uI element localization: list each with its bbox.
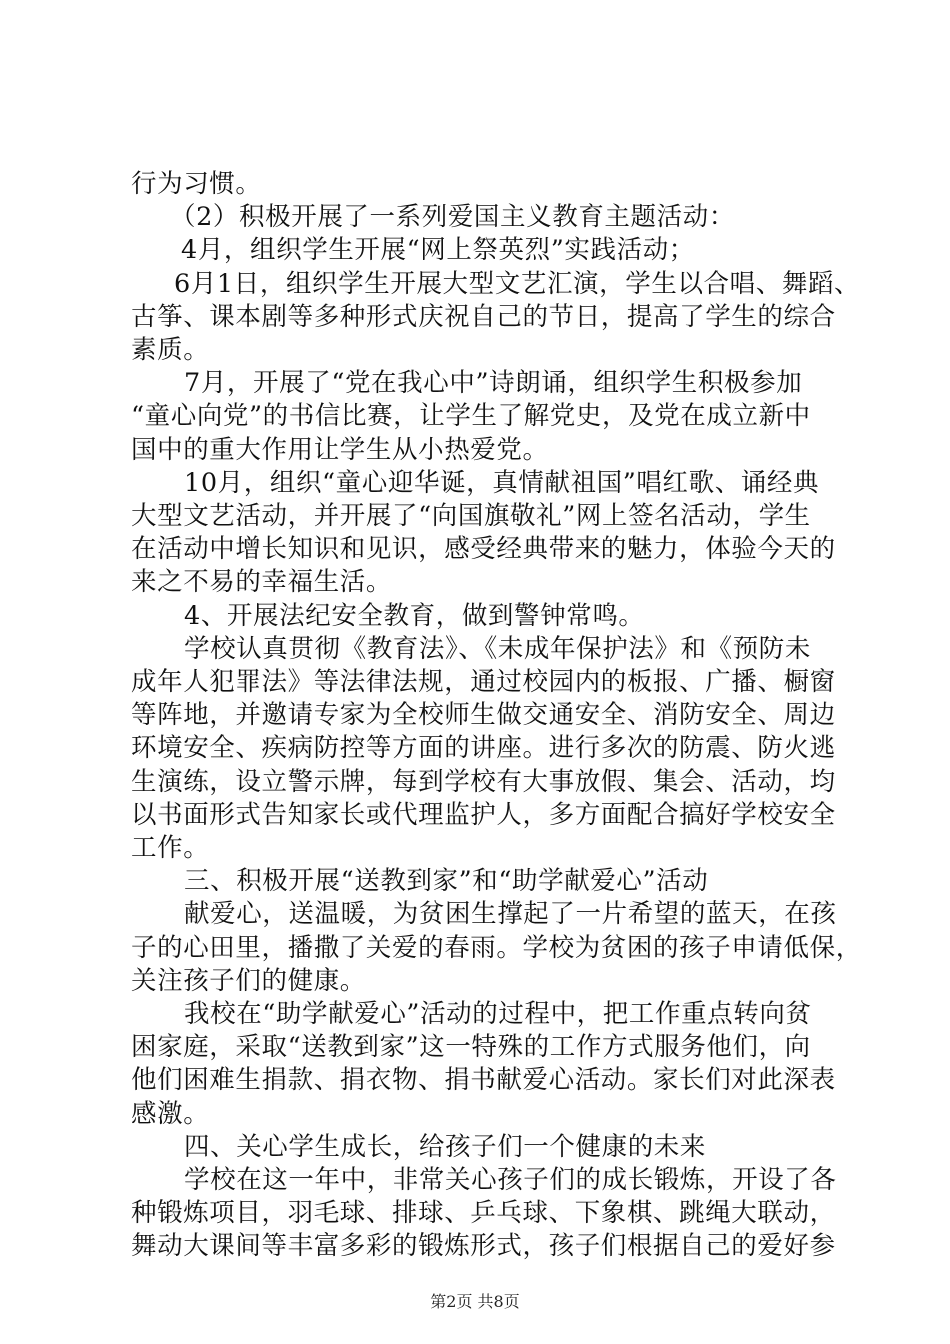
text-line: 关注孩子们的健康。 — [131, 965, 366, 996]
section-heading: 四、关心学生成长，给孩子们一个健康的未来 — [184, 1131, 707, 1162]
text-line: 成年人犯罪法》等法律法规，通过校园内的板报、广播、橱窗 — [131, 667, 836, 697]
text-line: （2）积极开展了一系列爱国主义教育主题活动： — [170, 202, 735, 233]
text-line: 在活动中增长知识和见识，感受经典带来的魅力，体验今天的 — [131, 534, 836, 565]
text-line: 子的心田里，播撒了关爱的春雨。学校为贫困的孩子申请低保， — [131, 932, 862, 963]
text-line: 环境安全、疾病防控等方面的讲座。进行多次的防震、防火逃 — [131, 733, 836, 764]
text-line: 舞动大课间等丰富多彩的锻炼形式，孩子们根据自己的爱好参 — [131, 1231, 836, 1262]
text-line: 行为习惯。 — [131, 169, 262, 199]
text-line: 10月，组织“童心迎华诞，真情献祖国”唱红歌、诵经典 — [184, 467, 820, 498]
text-line: 他们困难生捐款、捐衣物、捐书献爱心活动。家长们对此深表 — [131, 1065, 836, 1096]
text-line: 献爱心，送温暖，为贫困生撑起了一片希望的蓝天，在孩 — [184, 899, 837, 930]
text-line: 素质。 — [131, 335, 210, 365]
text-line: 大型文艺活动，并开展了“向国旗敬礼”网上签名活动，学生 — [131, 501, 811, 531]
text-line: 种锻炼项目，羽毛球、排球、乒乓球、下象棋、跳绳大联动， — [131, 1198, 836, 1229]
text-line: 以书面形式告知家长或代理监护人，多方面配合搞好学校安全 — [131, 799, 836, 830]
section-heading: 三、积极开展“送教到家”和“助学献爱心”活动 — [184, 866, 709, 897]
text-line: 困家庭，采取“送教到家”这一特殊的工作方式服务他们，向 — [131, 1032, 811, 1063]
text-line: 生演练，设立警示牌，每到学校有大事放假、集会、活动，均 — [131, 766, 836, 797]
text-line: 我校在“助学献爱心”活动的过程中，把工作重点转向贫 — [184, 999, 812, 1029]
text-line: 古筝、课本剧等多种形式庆祝自己的节日，提高了学生的综合 — [131, 301, 836, 332]
text-line: “童心向党”的书信比赛，让学生了解党史，及党在成立新中 — [131, 401, 811, 432]
page-number-footer: 第2页 共8页 — [430, 1292, 520, 1311]
text-line: 等阵地，并邀请专家为全校师生做交通安全、消防安全、周边 — [131, 700, 836, 731]
text-line: 7月，开展了“党在我心中”诗朗诵，组织学生积极参加 — [184, 368, 803, 399]
text-line: 工作。 — [131, 833, 210, 863]
text-line: 6月1日，组织学生开展大型文艺汇演，学生以合唱、舞蹈、 — [174, 268, 861, 299]
text-line: 感激。 — [131, 1098, 210, 1129]
text-line: 4月，组织学生开展“网上祭英烈”实践活动； — [181, 235, 695, 266]
text-line: 来之不易的幸福生活。 — [131, 567, 393, 598]
text-line: 学校认真贯彻《教育法》、《未成年保护法》和《预防未 — [184, 633, 812, 664]
text-line: 国中的重大作用让学生从小热爱党。 — [131, 434, 549, 465]
section-heading: 4、开展法纪安全教育，做到警钟常鸣。 — [184, 600, 645, 631]
text-line: 学校在这一年中，非常关心孩子们的成长锻炼，开设了各 — [184, 1165, 837, 1195]
